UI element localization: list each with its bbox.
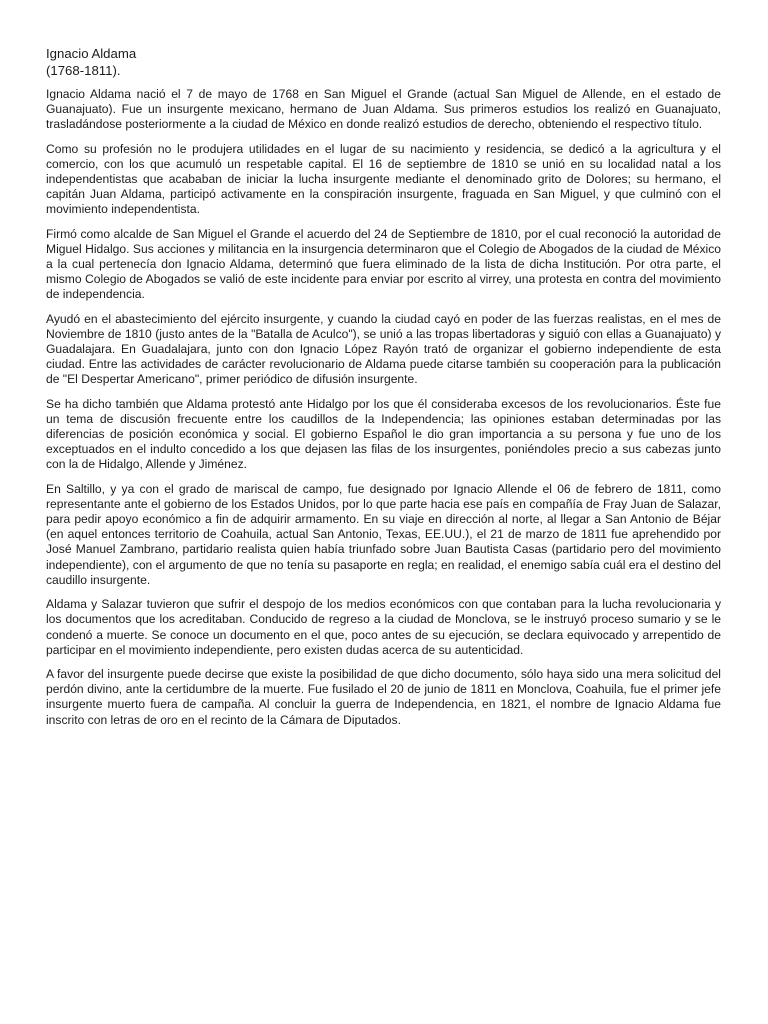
paragraph-2: Como su profesión no le produjera utilidades en el lugar de su nacimiento y residencia, se dedicó a la agricultura y el comercio, con los que acumuló un respetable capital. El 16 de septiembre de 1810 se unió en su localidad natal a los independentistas que acababan de iniciar la lucha insurgente mediante el denominado grito de Dolores; su hermano, el capitán Juan Aldama, participó activamente en la conspiración insurgente, fraguada en San Miguel, y que culminó con el movimiento independentista.	[46, 141, 721, 217]
paragraph-4: Ayudó en el abastecimiento del ejército insurgente, y cuando la ciudad cayó en poder de las fuerzas realistas, en el mes de Noviembre de 1810 (justo antes de la "Batalla de Aculco"), se unió a las tropas libertadoras y siguió con ellas a Guanajuato) y Guadalajara. En Guadalajara, junto con don Ignacio López Rayón trató de organizar el gobierno independiente de esta ciudad. Entre las actividades de carácter revolucionario de Aldama puede citarse también su cooperación para la publicación de "El Despertar Americano", primer periódico de difusión insurgente.	[46, 311, 721, 387]
paragraph-3: Firmó como alcalde de San Miguel el Grande el acuerdo del 24 de Septiembre de 1810, por el cual reconoció la autoridad de Miguel Hidalgo. Sus acciones y militancia en la insurgencia determinaron que el Colegio de Abogados de la ciudad de México a la cual pertenecía don Ignacio Aldama, determinó que fuera eliminado de la lista de dicha Institución. Por otra parte, el mismo Colegio de Abogados se valió de este incidente para enviar por escrito al virrey, una protesta en contra del movimiento de independencia.	[46, 226, 721, 302]
document-dates: (1768-1811).	[46, 63, 121, 78]
document-page	[46, 45, 721, 737]
paragraph-7: Aldama y Salazar tuvieron que sufrir el despojo de los medios económicos con que contaban para la lucha revolucionaria y los documentos que los acreditaban. Conducido de regreso a la ciudad de Monclova, se le instruyó proceso sumario y se le condenó a muerte. Se conoce un documento en el que, poco antes de su ejecución, se declara equivocado y arrepentido de participar en el movimiento independiente, pero existen dudas acerca de su autenticidad.	[46, 597, 721, 657]
paragraph-5: Se ha dicho también que Aldama protestó ante Hidalgo por los que él consideraba excesos de los revolucionarios. Éste fue un tema de discusión frecuente entre los caudillos de la Independencia; las opiniones estaban determinadas por las diferencias de posición económica y social. El gobierno Español le dio gran importancia a su persona y fue uno de los exceptuados en el indulto concedido a los que dejasen las filas de los insurgentes, poniéndoles precio a sus cabezas junto con la de Hidalgo, Allende y Jiménez.	[46, 396, 721, 472]
document-title: Ignacio Aldama	[46, 46, 137, 61]
paragraph-6: En Saltillo, y ya con el grado de mariscal de campo, fue designado por Ignacio Allende el 06 de febrero de 1811, como representante ante el gobierno de los Estados Unidos, por lo que parte hacia ese país en compañía de Fray Juan de Salazar, para pedir apoyo económico a fin de adquirir armamento. En su viaje en dirección al norte, al llegar a San Antonio de Béjar (en aquel entonces territorio de Coahuila, actual San Antonio, Texas, EE.UU.), el 21 de marzo de 1811 fue aprehendido por José Manuel Zambrano, partidario realista quien había triunfado sobre Juan Bautista Casas (partidario pero del movimiento independiente), con el argumento de que no tenía su pasaporte en regla; en realidad, el enemigo sabía cuál era el destino del caudillo insurgente.	[46, 481, 721, 587]
paragraph-1: Ignacio Aldama nació el 7 de mayo de 1768 en San Miguel el Grande (actual San Miguel de Allende, en el estado de Guanajuato). Fue un insurgente mexicano, hermano de Juan Aldama. Sus primeros estudios los realizó en Guanajuato, trasladándose posteriormente a la ciudad de México en donde realizó estudios de derecho, obteniendo el respectivo título.	[46, 87, 721, 132]
paragraph-8: A favor del insurgente puede decirse que existe la posibilidad de que dicho documento, sólo haya sido una mera solicitud del perdón divino, ante la certidumbre de la muerte. Fue fusilado el 20 de junio de 1811 en Monclova, Coahuila, fue el primer jefe insurgente muerto fuera de campaña. Al concluir la guerra de Independencia, en 1821, el nombre de Ignacio Aldama fue inscrito con letras de oro en el recinto de la Cámara de Diputados.	[46, 666, 721, 727]
